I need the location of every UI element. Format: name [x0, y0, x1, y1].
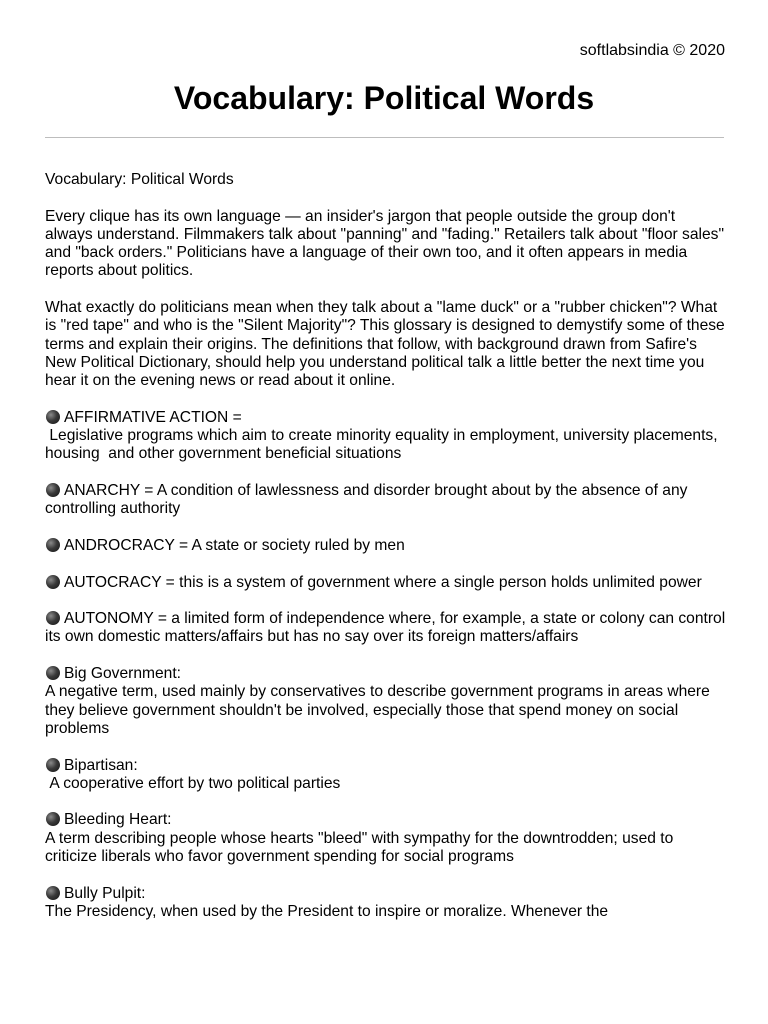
- bullet-icon: [46, 758, 60, 772]
- bullet-icon: [46, 538, 60, 552]
- bullet-icon: [46, 886, 60, 900]
- bullet-icon: [46, 611, 60, 625]
- glossary-entry-anarchy: [45, 482, 727, 519]
- document-body: [45, 171, 730, 939]
- glossary-entry-autonomy: [45, 610, 730, 647]
- title-divider: [45, 137, 724, 138]
- entry-term: ANDROCRACY = A state or society ruled by men: [64, 536, 405, 554]
- bullet-icon: [46, 410, 60, 424]
- glossary-entry-big-government: [45, 665, 727, 738]
- entry-term: AFFIRMATIVE ACTION =: [64, 408, 242, 426]
- glossary-entry-affirmative-action: [45, 409, 727, 464]
- entry-term: Bleeding Heart:: [64, 811, 172, 829]
- document-subtitle: Vocabulary: Political Words: [45, 171, 234, 188]
- entry-definition: A term describing people whose hearts "bleed" with sympathy for the downtrodden; used to criticize liberals who favor government spending for social programs: [45, 829, 678, 865]
- bullet-icon: [46, 575, 60, 589]
- entry-definition: Legislative programs which aim to create minority equality in employment, university placements, housing and other government beneficial situations: [45, 427, 722, 463]
- entry-term: AUTOCRACY = this is a system of government where a single person holds unlimited power: [64, 573, 702, 591]
- glossary-entry-bully-pulpit: [45, 885, 727, 922]
- entry-definition: The Presidency, when used by the President to inspire or moralize. Whenever the: [45, 902, 609, 920]
- glossary-entry-androcracy: [45, 537, 727, 555]
- entry-term: Bipartisan:: [64, 756, 138, 774]
- glossary-entry-bipartisan: [45, 757, 727, 794]
- intro-paragraph-1: Every clique has its own language — an insider's jargon that people outside the group don't always understand. Filmmakers talk about "panning" and "fading." Retailers talk about "floor sales" and "back orders." Politicians have a language of their own too, and it often appears in media reports about politics.: [45, 207, 729, 280]
- copyright-notice: softlabsindia © 2020: [579, 42, 725, 59]
- page-title: Vocabulary: Political Words: [173, 80, 595, 116]
- entry-term: ANARCHY = A condition of lawlessness and disorder brought about by the absence of any controlling authority: [45, 482, 692, 518]
- entry-definition: A cooperative effort by two political parties: [45, 774, 341, 792]
- entry-definition: A negative term, used mainly by conservatives to describe government programs in areas where they believe government shouldn't be involved, especially those that spend money on social problems: [45, 683, 715, 737]
- entry-term: Bully Pulpit:: [64, 884, 146, 902]
- bullet-icon: [46, 812, 60, 826]
- bullet-icon: [46, 666, 60, 680]
- glossary-entry-autocracy: [45, 574, 727, 592]
- entry-term: Big Government:: [64, 665, 182, 683]
- bullet-icon: [46, 483, 60, 497]
- glossary-entry-bleeding-heart: [45, 811, 727, 866]
- intro-paragraph-2: What exactly do politicians mean when they talk about a "lame duck" or a "rubber chicken"? What is "red tape" and who is the "Silent Majority"? This glossary is designed to demystify some of these terms and explain their origins. The definitions that follow, with background drawn from Safire's New Political Dictionary, should help you understand political talk a little better the next time you hear it on the evening news or read about it online.: [45, 299, 730, 390]
- entry-term: AUTONOMY = a limited form of independence where, for example, a state or colony can control its own domestic matters/affairs but has no say over its foreign matters/affairs: [45, 610, 730, 646]
